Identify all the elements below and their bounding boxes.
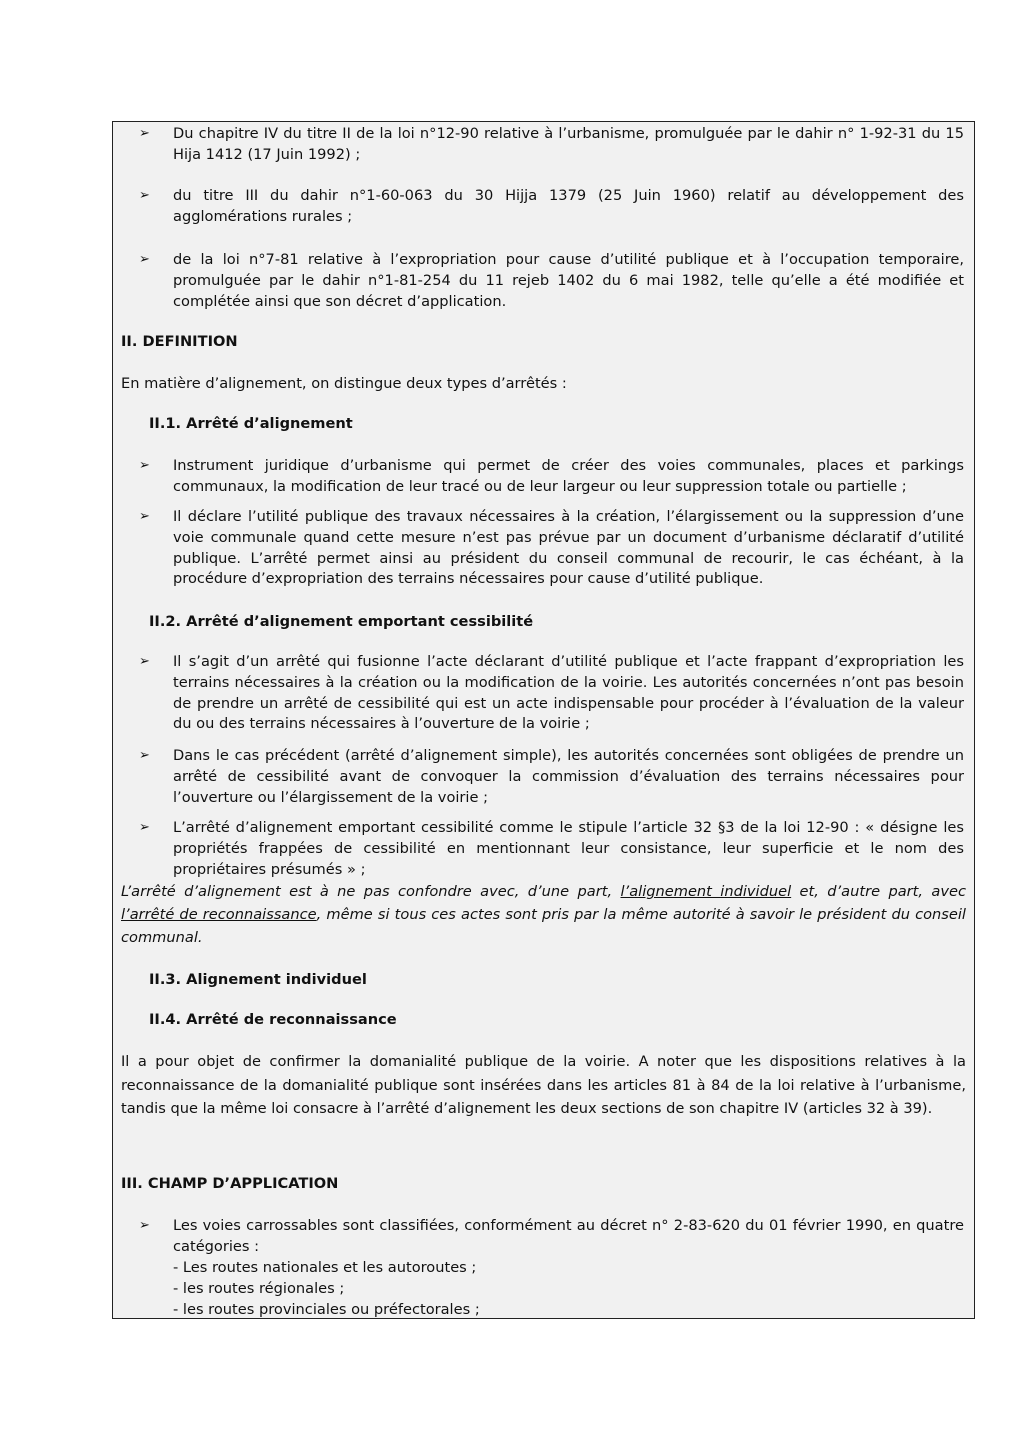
italic-note [121,880,966,949]
note-link-arrete-reconnaissance: l’arrêté de reconnaissance [121,906,317,923]
dash-list-item: - les routes régionales ; [173,1280,345,1297]
list-item [139,652,964,735]
list-item [139,507,964,590]
list-item [139,250,964,312]
arrow-bullet-icon: ➢ [139,820,150,835]
note-link-alignement-individuel: l’alignement individuel [620,883,792,900]
bullet-text: Du chapitre IV du titre II de la loi n°12-90 relative à l’urbanisme, promulguée par le dahir n° 1-92-31 du 15 Hija 1412 (17 Juin 1992) ; [173,125,964,163]
note-text: L’arrêté d’alignement est à ne pas confondre avec, d’une part, [121,883,621,900]
note-text: et, d’autre part, avec [791,883,967,900]
bullet-text: Instrument juridique d’urbanisme qui permet de créer des voies communales, places et parkings communaux, la modification de leur tracé ou de leur largeur ou leur suppression totale ou partielle ; [173,457,964,495]
subsection-heading: II.3. Alignement individuel [149,971,367,988]
list-item [139,746,964,808]
bullet-text: Les voies carrossables sont classifiées, conformément au décret n° 2-83-620 du 01 février 1990, en quatre catégories : [173,1217,964,1255]
section-intro: En matière d’alignement, on distingue deux types d’arrêtés : [121,375,567,392]
arrow-bullet-icon: ➢ [139,188,150,203]
list-item [139,456,964,498]
list-item [139,818,964,880]
subsection-heading: II.2. Arrêté d’alignement emportant cessibilité [149,613,534,630]
section-heading: III. CHAMP D’APPLICATION [121,1175,339,1192]
arrow-bullet-icon: ➢ [139,126,150,141]
subsection-heading: II.4. Arrêté de reconnaissance [149,1011,397,1028]
bullet-text: Il déclare l’utilité publique des travaux nécessaires à la création, l’élargissement ou la suppression d’une voie communale quand cette mesure n’est pas prévue par un document d’urbanisme déclaratif d’utilité publique. L’arrêté permet ainsi au président du conseil communal de recourir, le cas échéant, à la procédure d’expropriation des terrains nécessaires pour cause d’utilité publique. [173,508,964,588]
section-heading: II. DEFINITION [121,333,238,350]
bullet-text: Dans le cas précédent (arrêté d’alignement simple), les autorités concernées sont obligées de prendre un arrêté de cessibilité avant de convoquer la commission d’évaluation des terrains nécessaires pour l’ouverture ou l’élargissement de la voirie ; [173,747,964,806]
arrow-bullet-icon: ➢ [139,748,150,763]
arrow-bullet-icon: ➢ [139,654,150,669]
arrow-bullet-icon: ➢ [139,509,150,524]
dash-list-item: - les routes provinciales ou préfectorales ; [173,1301,480,1318]
note-text: , même si tous ces actes sont pris par la même autorité à savoir le président du conseil communal. [121,906,966,946]
subsection-heading: II.1. Arrêté d’alignement [149,415,353,432]
list-item [139,186,964,228]
list-item [139,1216,964,1258]
bullet-text: Il s’agit d’un arrêté qui fusionne l’acte déclarant d’utilité publique et l’acte frappant d’expropriation les terrains nécessaires à la création ou la modification de la voirie. Les autorités concernées n’ont pas besoin de prendre un arrêté de cessibilité qui est un acte indispensable pour procéder à l’évaluation de la valeur du ou des terrains nécessaires à l’ouverture de la voirie ; [173,653,964,733]
arrow-bullet-icon: ➢ [139,458,150,473]
paragraph: Il a pour objet de confirmer la domanialité publique de la voirie. A noter que les dispositions relatives à la reconnaissance de la domanialité publique sont insérées dans les articles 81 à 84 de la loi relative à l’urbanisme, tandis que la même loi consacre à l’arrêté d’alignement les deux sections de son chapitre IV (articles 32 à 39). [121,1053,966,1117]
arrow-bullet-icon: ➢ [139,252,150,267]
list-item [139,124,964,166]
arrow-bullet-icon: ➢ [139,1218,150,1233]
document-content-frame [112,121,975,1319]
dash-list-item: - Les routes nationales et les autoroutes ; [173,1259,477,1276]
bullet-text: de la loi n°7-81 relative à l’expropriation pour cause d’utilité publique et à l’occupation temporaire, promulguée par le dahir n°1-81-254 du 11 rejeb 1402 du 6 mai 1982, telle qu’elle a été modifiée et complétée ainsi que son décret d’application. [173,251,964,310]
bullet-text: du titre III du dahir n°1-60-063 du 30 Hijja 1379 (25 Juin 1960) relatif au développement des agglomérations rurales ; [173,187,964,225]
bullet-text: L’arrêté d’alignement emportant cessibilité comme le stipule l’article 32 §3 de la loi 12-90 : « désigne les propriétés frappées de cessibilité en mentionnant leur consistance, leur superficie et le nom des propriétaires présumés » ; [173,819,964,878]
